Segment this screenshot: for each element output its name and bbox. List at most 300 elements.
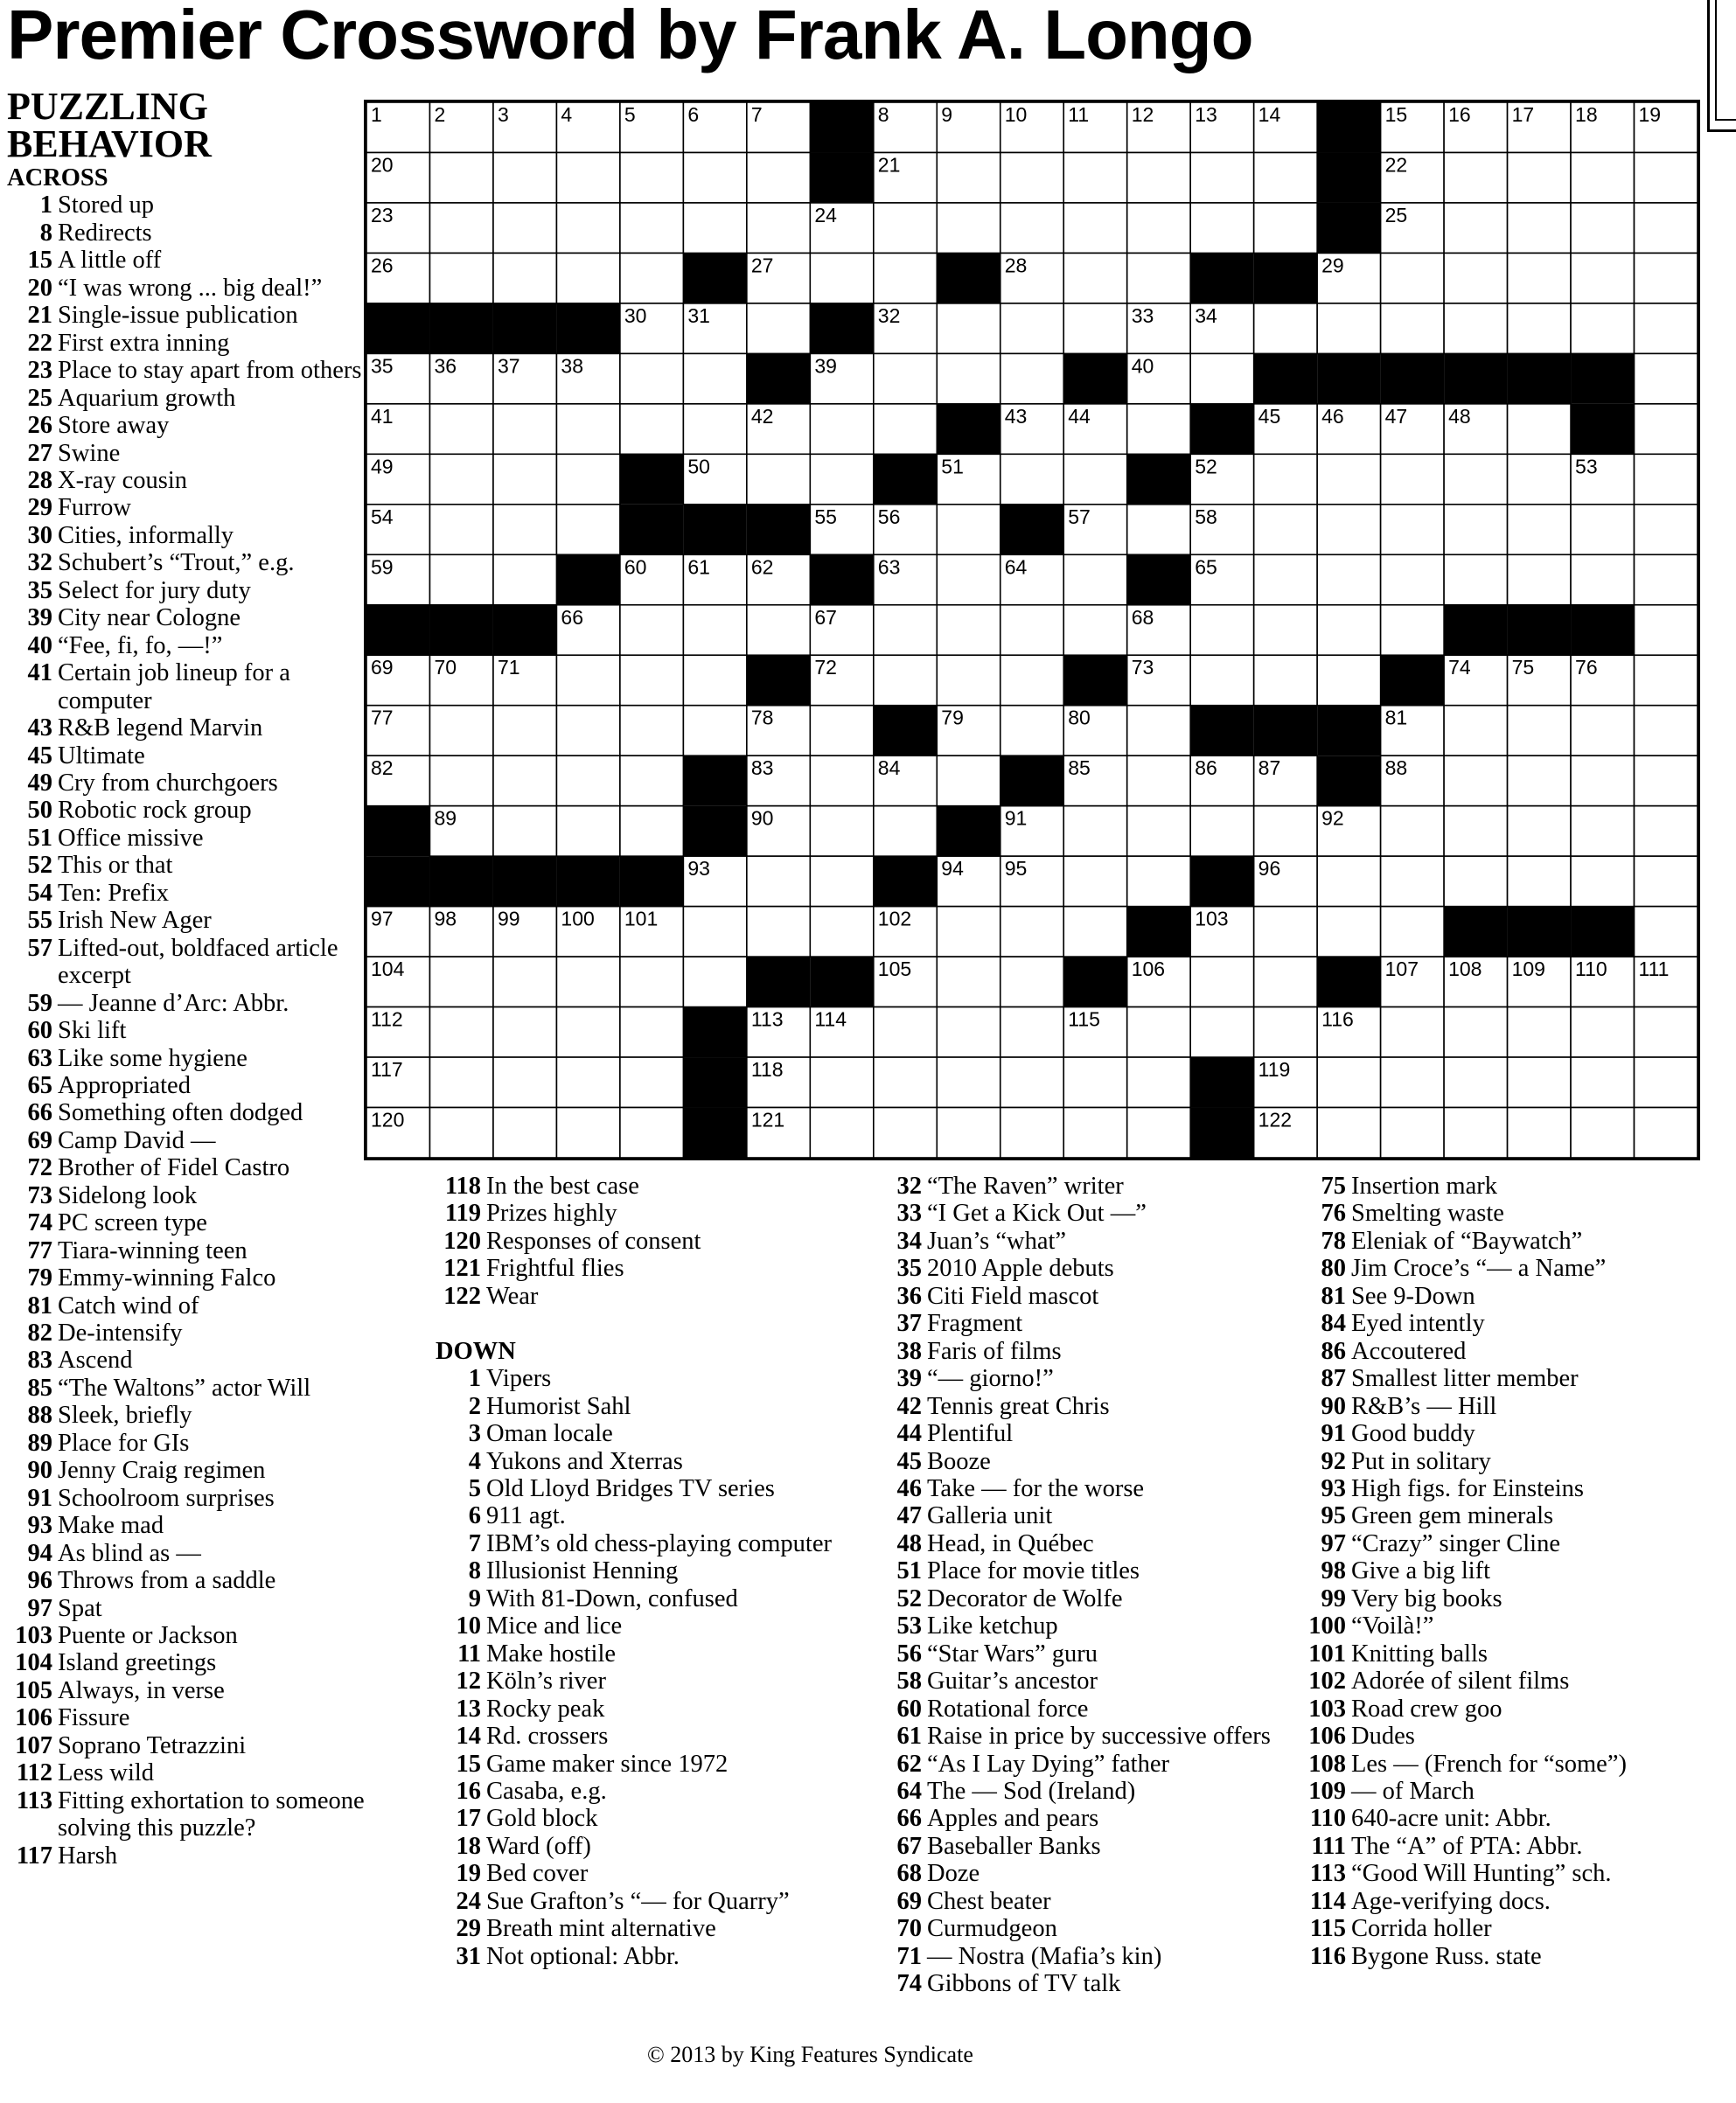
grid-cell[interactable] xyxy=(1127,1057,1190,1107)
down-clue-58 xyxy=(876,1668,1296,1695)
grid-cell[interactable] xyxy=(620,1108,683,1158)
grid-cell[interactable] xyxy=(1444,454,1507,504)
grid-cell[interactable] xyxy=(810,806,873,856)
cell-number: 87 xyxy=(1258,756,1281,780)
grid-cell[interactable] xyxy=(937,907,1000,957)
grid-cell[interactable] xyxy=(429,454,492,504)
grid-cell[interactable] xyxy=(937,554,1000,604)
cell-number: 72 xyxy=(814,656,837,679)
grid-cell[interactable] xyxy=(1254,505,1317,554)
grid-cell[interactable] xyxy=(747,907,810,957)
grid-cell[interactable] xyxy=(1317,605,1380,655)
grid-cell[interactable] xyxy=(493,454,556,504)
grid-cell[interactable] xyxy=(1127,505,1190,554)
clue-text: Rd. crossers xyxy=(486,1723,609,1751)
grid-cell[interactable] xyxy=(1444,303,1507,353)
grid-cell[interactable] xyxy=(1571,1007,1634,1057)
grid-cell[interactable] xyxy=(493,1108,556,1158)
crossword-grid-svg[interactable] xyxy=(366,102,1698,1158)
cell-number: 118 xyxy=(750,1058,784,1082)
grid-cell[interactable] xyxy=(1571,856,1634,906)
grid-cell[interactable] xyxy=(1000,1007,1063,1057)
grid-cell[interactable] xyxy=(1508,303,1571,353)
grid-cell[interactable] xyxy=(874,353,937,403)
grid-cell[interactable] xyxy=(1127,1007,1190,1057)
grid-cell[interactable] xyxy=(1254,655,1317,705)
down-clue-75 xyxy=(1300,1173,1720,1200)
grid-cell[interactable] xyxy=(1317,505,1380,554)
grid-cell[interactable] xyxy=(556,806,619,856)
grid-cell[interactable] xyxy=(493,253,556,303)
grid-cell[interactable] xyxy=(683,706,746,756)
grid-cell[interactable] xyxy=(747,152,810,202)
grid-cell[interactable] xyxy=(1000,152,1063,202)
down-clue-78 xyxy=(1300,1228,1720,1255)
grid-cell[interactable] xyxy=(620,203,683,253)
clue-text: In the best case xyxy=(486,1173,639,1200)
grid-cell[interactable] xyxy=(1000,1108,1063,1158)
grid-cell[interactable] xyxy=(937,1108,1000,1158)
grid-cell[interactable] xyxy=(1444,706,1507,756)
grid-cell[interactable] xyxy=(1635,303,1698,353)
grid-cell[interactable] xyxy=(1317,1057,1380,1107)
grid-cell[interactable] xyxy=(620,1057,683,1107)
grid-cell[interactable] xyxy=(1635,1057,1698,1107)
grid-cell[interactable] xyxy=(493,505,556,554)
clue-text: See 9-Down xyxy=(1351,1282,1475,1310)
grid-cell[interactable] xyxy=(1381,454,1444,504)
clue-text: Mice and lice xyxy=(486,1612,623,1640)
grid-cell[interactable] xyxy=(683,203,746,253)
clue-column-2 xyxy=(436,1173,855,1970)
grid-cell[interactable] xyxy=(493,957,556,1006)
grid-cell[interactable] xyxy=(1571,756,1634,805)
grid-cell[interactable] xyxy=(810,1108,873,1158)
grid-cell[interactable] xyxy=(1444,554,1507,604)
grid-cell[interactable] xyxy=(1381,505,1444,554)
grid-cell[interactable] xyxy=(1508,505,1571,554)
cell-number: 32 xyxy=(877,303,901,327)
grid-cell[interactable] xyxy=(937,303,1000,353)
grid-cell[interactable] xyxy=(493,756,556,805)
grid-cell[interactable] xyxy=(937,957,1000,1006)
across-clue-57 xyxy=(7,935,379,990)
grid-cell[interactable] xyxy=(556,957,619,1006)
grid-cell[interactable] xyxy=(1000,353,1063,403)
grid-cell[interactable] xyxy=(1190,1007,1253,1057)
grid-cell[interactable] xyxy=(683,907,746,957)
grid-cell[interactable] xyxy=(429,505,492,554)
grid-cell[interactable] xyxy=(1190,203,1253,253)
grid-cell[interactable] xyxy=(1635,454,1698,504)
across-clue-52 xyxy=(7,852,379,879)
black-square xyxy=(1444,353,1507,403)
clue-text: Sue Grafton’s “— for Quarry” xyxy=(486,1887,790,1915)
grid-cell[interactable] xyxy=(1190,152,1253,202)
grid-cell[interactable] xyxy=(937,203,1000,253)
grid-cell[interactable] xyxy=(429,756,492,805)
clue-number: 109 xyxy=(1308,1777,1346,1805)
grid-cell[interactable] xyxy=(1444,152,1507,202)
grid-cell[interactable] xyxy=(1508,1057,1571,1107)
grid-cell[interactable] xyxy=(1381,605,1444,655)
grid-cell[interactable] xyxy=(1254,303,1317,353)
grid-cell[interactable] xyxy=(683,957,746,1006)
grid-cell[interactable] xyxy=(493,1007,556,1057)
grid-cell[interactable] xyxy=(493,1057,556,1107)
grid-cell[interactable] xyxy=(1635,756,1698,805)
grid-cell[interactable] xyxy=(874,404,937,454)
down-clue-6 xyxy=(436,1502,855,1529)
grid-cell[interactable] xyxy=(1635,856,1698,906)
grid-cell[interactable] xyxy=(1381,907,1444,957)
grid-cell[interactable] xyxy=(1190,655,1253,705)
cell-number: 115 xyxy=(1068,1007,1100,1031)
grid-cell[interactable] xyxy=(556,1057,619,1107)
grid-cell[interactable] xyxy=(429,404,492,454)
grid-cell[interactable] xyxy=(620,404,683,454)
grid-cell[interactable] xyxy=(1571,303,1634,353)
grid-cell[interactable] xyxy=(493,152,556,202)
grid-cell[interactable] xyxy=(620,353,683,403)
grid-cell[interactable] xyxy=(1127,806,1190,856)
grid-cell[interactable] xyxy=(1508,706,1571,756)
cell-number: 60 xyxy=(624,555,647,579)
grid-cell[interactable] xyxy=(1508,1007,1571,1057)
grid-cell[interactable] xyxy=(1063,203,1126,253)
cell-number: 28 xyxy=(1004,254,1028,277)
grid-cell[interactable] xyxy=(1635,203,1698,253)
grid-cell[interactable] xyxy=(556,655,619,705)
grid-cell[interactable] xyxy=(747,203,810,253)
grid-cell[interactable] xyxy=(1317,907,1380,957)
grid-cell[interactable] xyxy=(429,1108,492,1158)
grid-cell[interactable] xyxy=(1635,554,1698,604)
grid-cell[interactable] xyxy=(1127,756,1190,805)
cell-number: 67 xyxy=(814,605,837,629)
grid-cell[interactable] xyxy=(1444,756,1507,805)
grid-cell[interactable] xyxy=(747,454,810,504)
grid-cell[interactable] xyxy=(1000,303,1063,353)
clue-number: 79 xyxy=(27,1264,52,1292)
grid-cell[interactable] xyxy=(1508,1108,1571,1158)
grid-cell[interactable] xyxy=(1317,1108,1380,1158)
grid-cell[interactable] xyxy=(1571,806,1634,856)
grid-cell[interactable] xyxy=(1508,756,1571,805)
grid-cell[interactable] xyxy=(556,706,619,756)
cell-number: 20 xyxy=(371,153,394,177)
grid-cell[interactable] xyxy=(1127,253,1190,303)
grid-cell[interactable] xyxy=(1508,806,1571,856)
grid-cell[interactable] xyxy=(1317,454,1380,504)
clue-text: Fragment xyxy=(927,1310,1023,1338)
black-square xyxy=(620,856,683,906)
grid-cell[interactable] xyxy=(1000,907,1063,957)
grid-cell[interactable] xyxy=(1317,856,1380,906)
grid-cell[interactable] xyxy=(1127,203,1190,253)
grid-cell[interactable] xyxy=(493,554,556,604)
grid-cell[interactable] xyxy=(1635,1007,1698,1057)
grid-cell[interactable] xyxy=(1063,303,1126,353)
across-clue-26 xyxy=(7,412,379,439)
grid-cell[interactable] xyxy=(556,203,619,253)
grid-cell[interactable] xyxy=(1381,1057,1444,1107)
grid-cell[interactable] xyxy=(1190,605,1253,655)
grid-cell[interactable] xyxy=(1444,806,1507,856)
grid-cell[interactable] xyxy=(1063,1108,1126,1158)
grid-cell[interactable] xyxy=(1381,253,1444,303)
grid-cell[interactable] xyxy=(1127,152,1190,202)
grid-cell[interactable] xyxy=(683,655,746,705)
grid-cell[interactable] xyxy=(1063,907,1126,957)
grid-cell[interactable] xyxy=(937,1007,1000,1057)
grid-cell[interactable] xyxy=(747,605,810,655)
grid-cell[interactable] xyxy=(683,353,746,403)
grid-cell[interactable] xyxy=(937,505,1000,554)
grid-cell[interactable] xyxy=(1000,655,1063,705)
grid-cell[interactable] xyxy=(493,203,556,253)
grid-cell[interactable] xyxy=(620,253,683,303)
grid-cell[interactable] xyxy=(1127,404,1190,454)
grid-cell[interactable] xyxy=(1000,605,1063,655)
grid-cell[interactable] xyxy=(1000,706,1063,756)
grid-cell[interactable] xyxy=(1571,203,1634,253)
grid-cell[interactable] xyxy=(1444,1007,1507,1057)
grid-cell[interactable] xyxy=(620,806,683,856)
grid-cell[interactable] xyxy=(620,152,683,202)
cell-number: 88 xyxy=(1384,756,1408,780)
grid-cell[interactable] xyxy=(1571,1108,1634,1158)
grid-cell[interactable] xyxy=(1444,505,1507,554)
grid-cell[interactable] xyxy=(1444,253,1507,303)
grid-cell[interactable] xyxy=(874,1057,937,1107)
clue-text: Responses of consent xyxy=(486,1227,701,1255)
grid-cell[interactable] xyxy=(810,706,873,756)
grid-cell[interactable] xyxy=(1444,203,1507,253)
grid-cell[interactable] xyxy=(620,655,683,705)
cell-number: 9 xyxy=(941,103,953,126)
grid-cell[interactable] xyxy=(1444,856,1507,906)
grid-cell[interactable] xyxy=(1063,605,1126,655)
down-clue-list-continued xyxy=(876,1173,1296,1998)
grid-cell[interactable] xyxy=(1254,554,1317,604)
grid-cell[interactable] xyxy=(493,706,556,756)
grid-cell[interactable] xyxy=(874,806,937,856)
grid-cell[interactable] xyxy=(1444,1057,1507,1107)
grid-cell[interactable] xyxy=(1635,505,1698,554)
grid-cell[interactable] xyxy=(1317,303,1380,353)
grid-cell[interactable] xyxy=(1381,1007,1444,1057)
grid-cell[interactable] xyxy=(1635,806,1698,856)
grid-cell[interactable] xyxy=(429,554,492,604)
grid-cell[interactable] xyxy=(1063,554,1126,604)
grid-cell[interactable] xyxy=(1571,505,1634,554)
grid-cell[interactable] xyxy=(937,353,1000,403)
grid-cell[interactable] xyxy=(810,856,873,906)
grid-cell[interactable] xyxy=(747,303,810,353)
grid-cell[interactable] xyxy=(1000,1057,1063,1107)
grid-cell[interactable] xyxy=(1254,203,1317,253)
grid-cell[interactable] xyxy=(556,152,619,202)
grid-cell[interactable] xyxy=(1571,253,1634,303)
grid-cell[interactable] xyxy=(1508,203,1571,253)
grid-cell[interactable] xyxy=(429,203,492,253)
grid-cell[interactable] xyxy=(556,404,619,454)
grid-cell[interactable] xyxy=(1571,706,1634,756)
clue-text: Galleria unit xyxy=(927,1502,1053,1530)
grid-cell[interactable] xyxy=(556,756,619,805)
grid-cell[interactable] xyxy=(556,505,619,554)
grid-cell[interactable] xyxy=(429,957,492,1006)
down-clue-33 xyxy=(876,1200,1296,1227)
grid-cell[interactable] xyxy=(429,1007,492,1057)
grid-cell[interactable] xyxy=(1635,655,1698,705)
clue-number: 90 xyxy=(1321,1392,1346,1420)
cell-number: 25 xyxy=(1384,203,1408,226)
grid-cell[interactable] xyxy=(1000,454,1063,504)
grid-cell[interactable] xyxy=(556,454,619,504)
grid-cell[interactable] xyxy=(1127,706,1190,756)
grid-cell[interactable] xyxy=(874,605,937,655)
grid-cell[interactable] xyxy=(1127,1108,1190,1158)
grid-cell[interactable] xyxy=(1381,856,1444,906)
grid-cell[interactable] xyxy=(556,253,619,303)
grid-cell[interactable] xyxy=(1508,454,1571,504)
grid-cell[interactable] xyxy=(1635,404,1698,454)
grid-cell[interactable] xyxy=(1000,957,1063,1006)
clue-text: Place for movie titles xyxy=(927,1557,1140,1585)
grid-cell[interactable] xyxy=(1571,554,1634,604)
grid-cell[interactable] xyxy=(1190,957,1253,1006)
clue-text: A little off xyxy=(58,247,162,275)
grid-cell[interactable] xyxy=(1508,856,1571,906)
grid-cell[interactable] xyxy=(620,605,683,655)
grid-cell[interactable] xyxy=(1381,554,1444,604)
grid-cell[interactable] xyxy=(556,1007,619,1057)
grid-cell[interactable] xyxy=(1571,1057,1634,1107)
grid-cell[interactable] xyxy=(1317,655,1380,705)
clue-number: 25 xyxy=(27,384,52,412)
grid-cell[interactable] xyxy=(937,1057,1000,1107)
crossword-grid[interactable] xyxy=(364,100,1700,1160)
grid-cell[interactable] xyxy=(683,404,746,454)
clue-text: Lifted-out, boldfaced article excerpt xyxy=(58,934,338,990)
clue-number: 35 xyxy=(896,1255,922,1283)
grid-cell[interactable] xyxy=(1508,554,1571,604)
grid-cell[interactable] xyxy=(493,404,556,454)
clue-number: 39 xyxy=(896,1365,922,1393)
grid-cell[interactable] xyxy=(1254,1007,1317,1057)
grid-cell[interactable] xyxy=(1444,1108,1507,1158)
grid-cell[interactable] xyxy=(747,856,810,906)
grid-cell[interactable] xyxy=(874,655,937,705)
grid-cell[interactable] xyxy=(620,756,683,805)
grid-cell[interactable] xyxy=(1635,152,1698,202)
grid-cell[interactable] xyxy=(1254,957,1317,1006)
grid-cell[interactable] xyxy=(1635,706,1698,756)
cell-number: 51 xyxy=(941,455,964,478)
grid-cell[interactable] xyxy=(1254,152,1317,202)
grid-cell[interactable] xyxy=(1254,454,1317,504)
grid-cell[interactable] xyxy=(493,806,556,856)
black-square xyxy=(1190,253,1253,303)
grid-cell[interactable] xyxy=(556,1108,619,1158)
grid-cell[interactable] xyxy=(429,706,492,756)
grid-cell[interactable] xyxy=(1381,806,1444,856)
clue-text: Irish New Ager xyxy=(58,907,212,935)
down-clue-45 xyxy=(876,1448,1296,1475)
grid-cell[interactable] xyxy=(1635,253,1698,303)
grid-cell[interactable] xyxy=(1317,554,1380,604)
grid-cell[interactable] xyxy=(1063,856,1126,906)
grid-cell[interactable] xyxy=(429,1057,492,1107)
grid-cell[interactable] xyxy=(620,957,683,1006)
grid-cell[interactable] xyxy=(1254,907,1317,957)
cell-number: 98 xyxy=(434,907,457,930)
clue-number: 47 xyxy=(896,1502,922,1530)
grid-cell[interactable] xyxy=(937,152,1000,202)
grid-cell[interactable] xyxy=(810,756,873,805)
grid-cell[interactable] xyxy=(1254,806,1317,856)
grid-cell[interactable] xyxy=(1190,353,1253,403)
grid-cell[interactable] xyxy=(810,454,873,504)
grid-cell[interactable] xyxy=(810,1057,873,1107)
down-clue-42 xyxy=(876,1393,1296,1420)
grid-cell[interactable] xyxy=(1063,152,1126,202)
grid-cell[interactable] xyxy=(1508,152,1571,202)
grid-cell[interactable] xyxy=(1063,806,1126,856)
grid-cell[interactable] xyxy=(620,706,683,756)
grid-cell[interactable] xyxy=(810,253,873,303)
grid-cell[interactable] xyxy=(1127,856,1190,906)
grid-cell[interactable] xyxy=(937,655,1000,705)
grid-cell[interactable] xyxy=(1190,806,1253,856)
grid-cell[interactable] xyxy=(937,605,1000,655)
clue-text: Select for jury duty xyxy=(58,576,251,604)
grid-cell[interactable] xyxy=(683,152,746,202)
grid-cell[interactable] xyxy=(1508,404,1571,454)
grid-cell[interactable] xyxy=(1254,605,1317,655)
grid-cell[interactable] xyxy=(429,152,492,202)
grid-cell[interactable] xyxy=(1635,1108,1698,1158)
grid-cell[interactable] xyxy=(620,1007,683,1057)
grid-cell[interactable] xyxy=(810,907,873,957)
grid-cell[interactable] xyxy=(937,756,1000,805)
grid-cell[interactable] xyxy=(429,253,492,303)
grid-cell[interactable] xyxy=(1571,152,1634,202)
grid-cell[interactable] xyxy=(1635,353,1698,403)
grid-cell[interactable] xyxy=(683,605,746,655)
grid-cell[interactable] xyxy=(874,253,937,303)
clue-text: Fissure xyxy=(58,1704,130,1732)
grid-cell[interactable] xyxy=(1381,303,1444,353)
clue-number: 93 xyxy=(27,1512,52,1540)
grid-cell[interactable] xyxy=(1508,253,1571,303)
grid-cell[interactable] xyxy=(810,404,873,454)
grid-cell[interactable] xyxy=(1635,907,1698,957)
grid-cell[interactable] xyxy=(1635,605,1698,655)
grid-cell[interactable] xyxy=(1381,1108,1444,1158)
grid-cell[interactable] xyxy=(1063,1057,1126,1107)
grid-cell[interactable] xyxy=(874,203,937,253)
grid-cell[interactable] xyxy=(1063,253,1126,303)
grid-cell[interactable] xyxy=(1063,454,1126,504)
clue-text: Köln’s river xyxy=(486,1668,606,1696)
grid-cell[interactable] xyxy=(874,1108,937,1158)
grid-cell[interactable] xyxy=(874,1007,937,1057)
grid-cell[interactable] xyxy=(1000,203,1063,253)
clue-text: R&B’s — Hill xyxy=(1351,1392,1497,1420)
